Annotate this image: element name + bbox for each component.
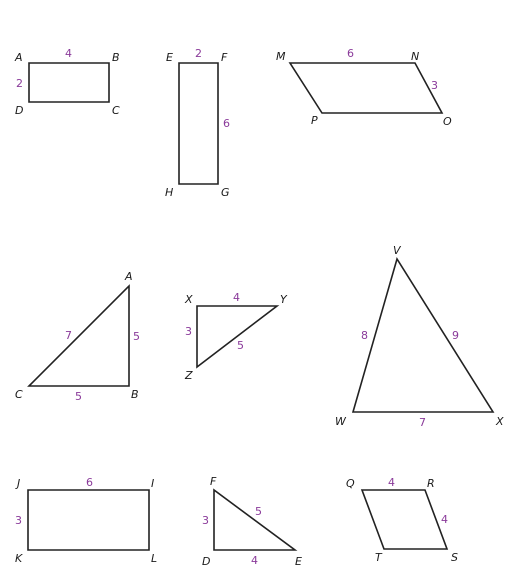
side-length-label: 6: [86, 476, 93, 489]
vertex-label: G: [221, 186, 230, 199]
rectangle-jilk: [15, 476, 157, 565]
vertex-label: N: [411, 50, 420, 63]
side-length-label: 2: [16, 77, 23, 90]
vertex-label: B: [112, 51, 120, 64]
vertex-label: S: [451, 551, 458, 564]
vertex-label: W: [335, 415, 346, 428]
side-length-label: 4: [441, 513, 448, 526]
triangle-vwx-outline: [353, 259, 493, 412]
triangle-vwx: [335, 244, 504, 429]
vertex-label: E: [166, 51, 173, 64]
vertex-label: F: [221, 51, 228, 64]
triangle-xyz: [184, 291, 288, 382]
vertex-label: P: [311, 114, 318, 127]
vertex-label: T: [375, 551, 382, 564]
vertex-label: D: [202, 555, 211, 568]
triangle-abc: [15, 270, 140, 403]
side-length-label: 3: [431, 79, 438, 92]
vertex-label: D: [15, 104, 24, 117]
side-length-label: 9: [452, 329, 459, 342]
side-length-label: 4: [388, 476, 395, 489]
rectangle-jilk-outline: [28, 490, 149, 550]
vertex-label: L: [151, 552, 158, 565]
vertex-label: C: [112, 104, 120, 117]
vertex-label: A: [125, 270, 133, 283]
triangle-abc-outline: [29, 286, 129, 386]
vertex-label: H: [165, 186, 174, 199]
vertex-label: F: [210, 475, 217, 488]
vertex-label: Q: [346, 477, 355, 490]
triangle-fde: [202, 475, 302, 568]
vertex-label: X: [185, 293, 193, 306]
side-length-label: 7: [65, 329, 72, 342]
side-length-label: 5: [237, 339, 244, 352]
parallelogram-mnop: [276, 47, 452, 128]
vertex-label: E: [295, 555, 302, 568]
vertex-label: M: [276, 50, 286, 63]
rectangle-abcd-outline: [29, 63, 109, 102]
vertex-label: C: [15, 388, 23, 401]
side-length-label: 7: [419, 416, 426, 429]
side-length-label: 5: [133, 330, 140, 343]
rectangle-efgh-outline: [179, 63, 218, 184]
side-length-label: 4: [251, 554, 258, 567]
vertex-label: Y: [280, 293, 287, 306]
vertex-label: I: [151, 477, 155, 490]
side-length-label: 2: [195, 47, 202, 60]
side-length-label: 3: [202, 514, 209, 527]
vertex-label: K: [15, 552, 23, 565]
rectangle-abcd: [14, 47, 120, 117]
vertex-label: V: [393, 244, 401, 257]
triangle-fde-outline: [214, 490, 295, 550]
side-length-label: 5: [75, 390, 82, 403]
rectangle-efgh: [165, 47, 230, 199]
parallelogram-qrst: [346, 476, 458, 564]
vertex-label: O: [443, 115, 452, 128]
vertex-label: Z: [185, 369, 193, 382]
side-length-label: 4: [233, 291, 240, 304]
side-length-label: 6: [223, 117, 230, 130]
parallelogram-qrst-outline: [362, 490, 447, 549]
side-length-label: 6: [347, 47, 354, 60]
vertex-label: J: [17, 477, 21, 490]
side-length-label: 5: [255, 505, 262, 518]
vertex-label: R: [427, 477, 435, 490]
triangle-xyz-outline: [197, 306, 277, 367]
side-length-label: 4: [65, 47, 72, 60]
vertex-label: A: [15, 51, 23, 64]
vertex-label: B: [131, 388, 139, 401]
side-length-label: 3: [15, 514, 22, 527]
vertex-label: X: [496, 415, 504, 428]
side-length-label: 3: [185, 325, 192, 338]
parallelogram-mnop-outline: [290, 63, 442, 113]
side-length-label: 8: [361, 329, 368, 342]
